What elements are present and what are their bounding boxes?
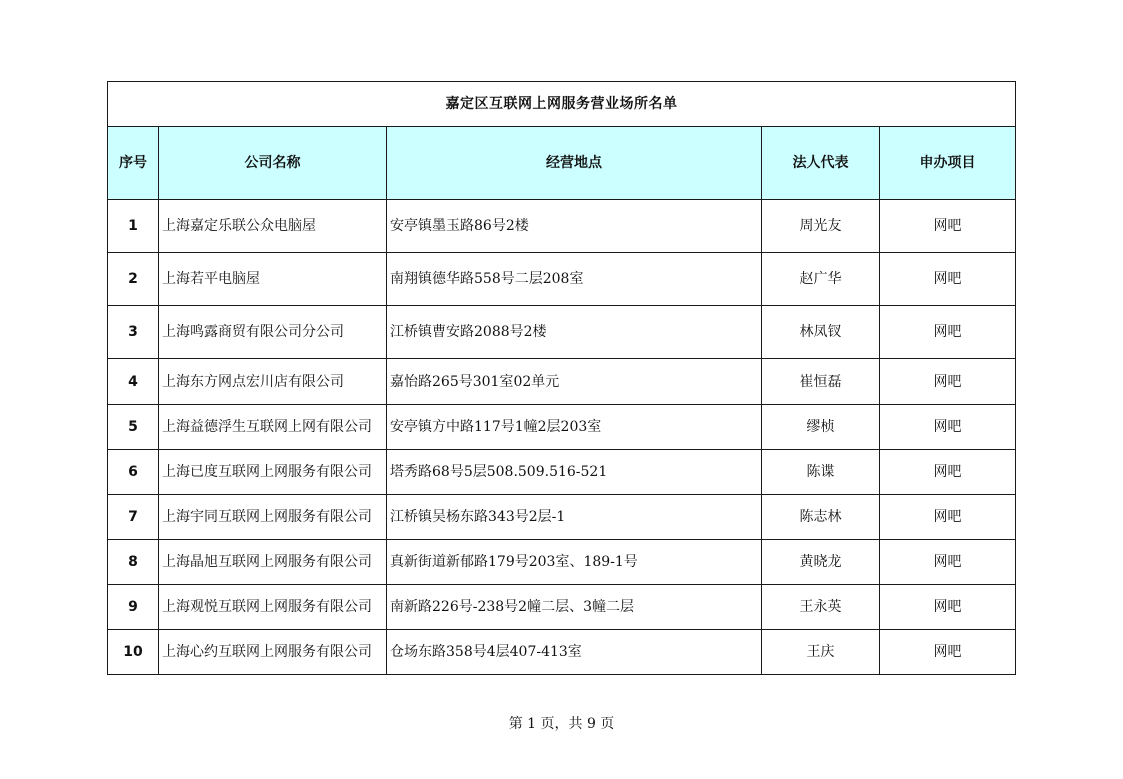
cell-no: 4 [108,359,159,405]
table-row [108,405,1016,450]
cell-no: 3 [108,306,159,359]
cell-no: 7 [108,495,159,540]
header-address: 经营地点 [387,127,762,200]
table-row [108,630,1016,675]
header-no: 序号 [108,127,159,200]
cell-legal-rep: 崔恒磊 [762,359,880,405]
cell-no: 1 [108,200,159,253]
table-row [108,200,1016,253]
header-company: 公司名称 [159,127,387,200]
cell-address: 安亭镇方中路117号1幢2层203室 [387,405,762,450]
cell-company: 上海晶旭互联网上网服务有限公司 [159,540,387,585]
table-title: 嘉定区互联网上网服务营业场所名单 [108,82,1016,127]
cell-company: 上海宇同互联网上网服务有限公司 [159,495,387,540]
cell-legal-rep: 林凤钗 [762,306,880,359]
page-footer: 第 1 页，共 9 页 [508,716,615,732]
cell-legal-rep: 陈谍 [762,450,880,495]
cell-company: 上海心约互联网上网服务有限公司 [159,630,387,675]
cell-company: 上海若平电脑屋 [159,253,387,306]
table-row [108,495,1016,540]
cell-address: 南翔镇德华路558号二层208室 [387,253,762,306]
table-row [108,540,1016,585]
cell-no: 6 [108,450,159,495]
cell-address: 真新街道新郁路179号203室、189-1号 [387,540,762,585]
cell-legal-rep: 王庆 [762,630,880,675]
table-row [108,359,1016,405]
cell-company: 上海益德浮生互联网上网有限公司 [159,405,387,450]
cell-project: 网吧 [880,359,1016,405]
cell-address: 江桥镇吴杨东路343号2层-1 [387,495,762,540]
cell-project: 网吧 [880,495,1016,540]
cell-company: 上海已度互联网上网服务有限公司 [159,450,387,495]
cell-legal-rep: 陈志林 [762,495,880,540]
header-legal-rep: 法人代表 [762,127,880,200]
cell-no: 9 [108,585,159,630]
cell-no: 10 [108,630,159,675]
cell-address: 安亭镇墨玉路86号2楼 [387,200,762,253]
cell-company: 上海东方网点宏川店有限公司 [159,359,387,405]
cell-project: 网吧 [880,450,1016,495]
roster-table [107,81,1016,675]
cell-project: 网吧 [880,405,1016,450]
cell-no: 5 [108,405,159,450]
cell-legal-rep: 王永英 [762,585,880,630]
cell-project: 网吧 [880,306,1016,359]
cell-project: 网吧 [880,200,1016,253]
cell-company: 上海观悦互联网上网服务有限公司 [159,585,387,630]
cell-project: 网吧 [880,253,1016,306]
cell-project: 网吧 [880,630,1016,675]
cell-company: 上海嘉定乐联公众电脑屋 [159,200,387,253]
cell-address: 江桥镇曹安路2088号2楼 [387,306,762,359]
cell-legal-rep: 赵广华 [762,253,880,306]
cell-address: 仓场东路358号4层407-413室 [387,630,762,675]
header-row [108,127,1016,200]
cell-address: 嘉怡路265号301室02单元 [387,359,762,405]
table-row [108,450,1016,495]
cell-legal-rep: 周光友 [762,200,880,253]
table-row [108,306,1016,359]
cell-company: 上海鸣露商贸有限公司分公司 [159,306,387,359]
table-row [108,253,1016,306]
header-project: 申办项目 [880,127,1016,200]
cell-project: 网吧 [880,540,1016,585]
cell-no: 2 [108,253,159,306]
table-row [108,585,1016,630]
cell-address: 塔秀路68号5层508.509.516-521 [387,450,762,495]
cell-legal-rep: 缪桢 [762,405,880,450]
cell-legal-rep: 黄晓龙 [762,540,880,585]
cell-address: 南新路226号-238号2幢二层、3幢二层 [387,585,762,630]
cell-project: 网吧 [880,585,1016,630]
cell-no: 8 [108,540,159,585]
